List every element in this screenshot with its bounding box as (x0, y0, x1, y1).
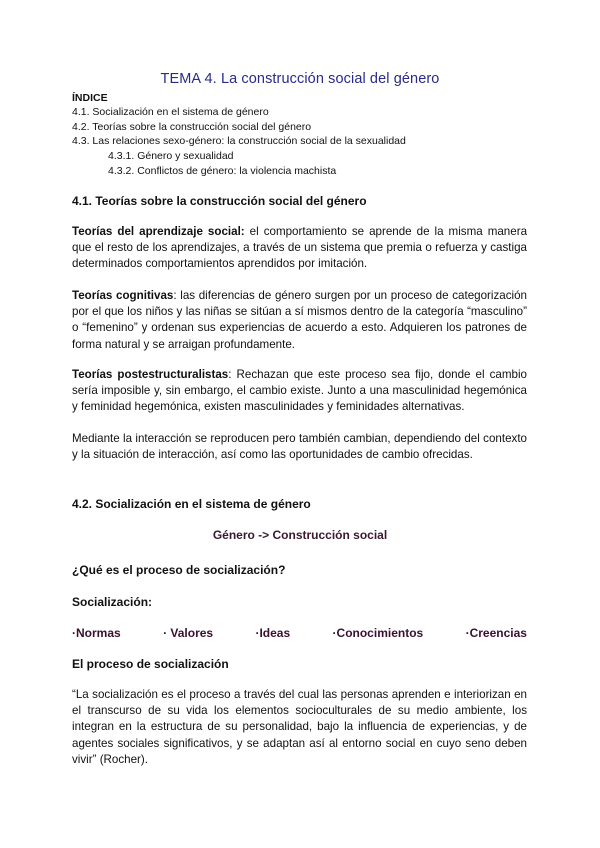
element-normas: ·Normas (72, 626, 121, 640)
index-item: 4.1. Socialización en el sistema de género (72, 106, 269, 118)
term: Teorías cognitivas (72, 289, 174, 302)
socialization-elements (72, 626, 527, 644)
paragraph-postestructuralistas (72, 367, 527, 416)
paragraph-aprendizaje-social (72, 224, 527, 273)
paragraph-text: el comportamiento se aprende de la misma manera que el resto de los aprendizajes, a través de un sistema que premia o refuerza y castiga determinados comportamientos aprendidos por imitación. (72, 225, 528, 271)
element-creencias: ·Creencias (465, 626, 527, 640)
quote-rocher: “La socialización es el proceso a través del cual las personas aprenden e interiorizan en el transcurso de su vida los elementos socioculturales de su medio ambiente, los integran en la estructura de su personalidad, bajo la influencia de experiencias, y de agentes sociales significativos, y se adaptan así al entorno social en cuyo seno deben vivir” (Rocher). (72, 688, 527, 766)
document-title: TEMA 4. La construcción social del género (160, 71, 440, 87)
index-item: 4.3. Las relaciones sexo-género: la construcción social de la sexualidad (72, 135, 406, 147)
term: Teorías del aprendizaje social: (72, 225, 245, 238)
index-heading: ÍNDICE (72, 92, 108, 104)
paragraph-cognitivas (72, 288, 527, 353)
element-valores: · Valores (163, 626, 214, 640)
section-heading-4-2: 4.2. Socialización en el sistema de género (72, 497, 311, 511)
genero-construccion-heading: Género -> Construcción social (212, 528, 388, 542)
index-subitem: 4.3.2. Conflictos de género: la violencia machista (108, 165, 337, 177)
element-conocimientos: ·Conocimientos (332, 626, 424, 640)
socializacion-label: Socialización: (72, 595, 153, 609)
paragraph-text: : Rechazan que este proceso sea fijo, donde el cambio sería imposible y, sin embargo, el cambio existe. Junto a una masculinidad hegemónica y feminidad hegemónica, existen masculinidades y feminidades alternativas. (72, 368, 527, 414)
term: Teorías postestructuralistas (72, 368, 229, 381)
process-heading: El proceso de socialización (72, 657, 229, 671)
index-item: 4.2. Teorías sobre la construcción social del género (72, 121, 312, 133)
question-heading: ¿Qué es el proceso de socialización? (72, 563, 286, 577)
section-heading-4-1: 4.1. Teorías sobre la construcción social del género (72, 194, 367, 208)
element-ideas: ·Ideas (255, 626, 291, 640)
paragraph-interaccion: Mediante la interacción se reproducen pero también cambian, dependiendo del contexto y la situación de interacción, así como las oportunidades de cambio ofrecidas. (72, 432, 527, 462)
index-subitem: 4.3.1. Género y sexualidad (108, 150, 234, 162)
paragraph-text: : las diferencias de género surgen por un proceso de categorización por el que los niños y las niñas se sitúan a sí mismos dentro de la categoría “masculino” o “femenino” y ordenan sus experiencias de acuerdo a esto. Adquieren los patrones de forma natural y se arraigan profundamente. (72, 289, 527, 351)
